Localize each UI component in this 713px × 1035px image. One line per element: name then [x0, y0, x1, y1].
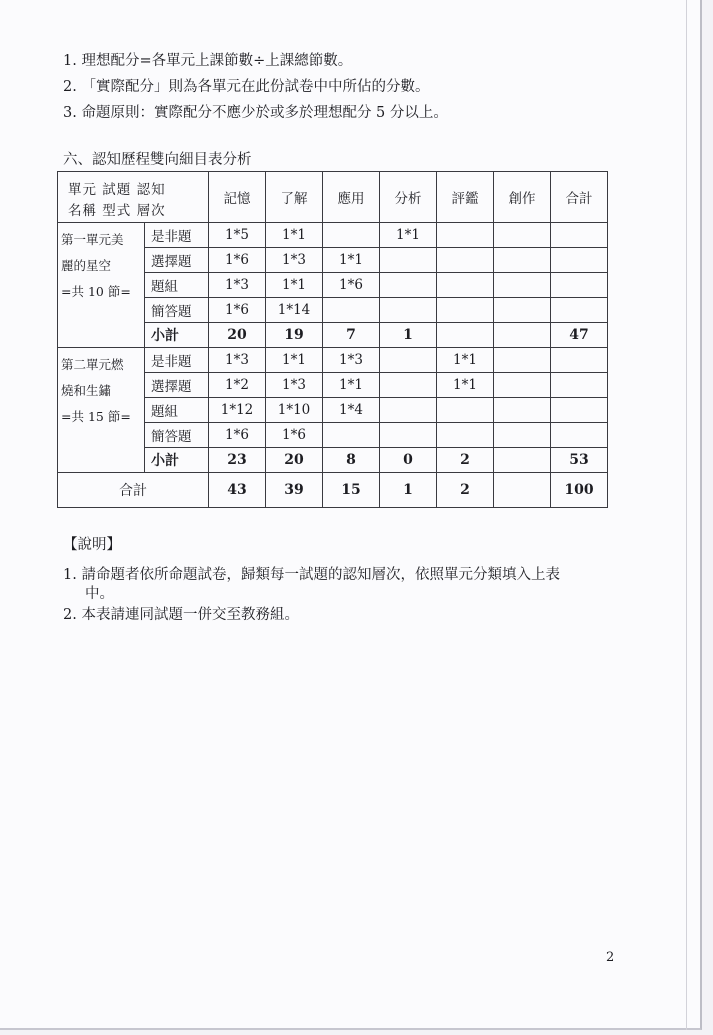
table-cell: 1*1	[266, 348, 323, 373]
total-cell	[494, 473, 551, 508]
question-type-cell: 題組	[145, 398, 209, 423]
total-row	[58, 473, 608, 508]
question-type-cell: 是非題	[145, 223, 209, 248]
table-corner-header	[58, 172, 209, 223]
table-cell	[323, 223, 380, 248]
note-2: 2. 「實際配分」則為各單元在此份試卷中中所佔的分數。	[63, 79, 430, 95]
total-label: 合計	[58, 473, 209, 508]
table-cell: 1*6	[323, 273, 380, 298]
table-cell: 1*14	[266, 298, 323, 323]
note-3: 3. 命題原則：實際配分不應少於或多於理想配分 5 分以上。	[63, 105, 448, 121]
table-cell: 1*1	[323, 373, 380, 398]
table-cell: 1*2	[209, 373, 266, 398]
subtotal-cell: 7	[323, 323, 380, 348]
unit-name-line: =共 10 節=	[61, 284, 131, 299]
unit-name-cell	[58, 348, 145, 473]
table-cell	[380, 423, 437, 448]
explanation-item-1-continued: 中。	[85, 586, 114, 602]
question-type-cell: 選擇題	[145, 373, 209, 398]
page-edge-line	[686, 0, 687, 1030]
table-cell: 1*1	[323, 248, 380, 273]
table-cell	[380, 373, 437, 398]
unit-name-line: 燒和生鏽	[61, 383, 112, 398]
table-cell: 1*10	[266, 398, 323, 423]
table-cell	[494, 223, 551, 248]
subtotal-cell: 23	[209, 448, 266, 473]
subtotal-cell: 2	[437, 448, 494, 473]
total-cell: 15	[323, 473, 380, 508]
table-cell	[437, 248, 494, 273]
subtotal-cell: 20	[209, 323, 266, 348]
table-cell	[323, 298, 380, 323]
total-cell: 1	[380, 473, 437, 508]
table-cell	[494, 248, 551, 273]
section-title: 六、認知歷程雙向細目表分析	[63, 152, 252, 168]
total-cell: 43	[209, 473, 266, 508]
table-cell	[551, 423, 608, 448]
table-cell	[494, 423, 551, 448]
table-cell: 1*1	[437, 373, 494, 398]
subtotal-cell	[437, 323, 494, 348]
unit-name-line: =共 15 節=	[61, 409, 131, 424]
table-cell	[494, 398, 551, 423]
table-row	[58, 223, 608, 248]
table-cell: 1*3	[209, 273, 266, 298]
table-cell: 1*6	[209, 298, 266, 323]
subtotal-label: 小計	[145, 448, 209, 473]
explanation-heading: 【說明】	[63, 537, 121, 553]
table-cell	[380, 398, 437, 423]
table-cell	[551, 273, 608, 298]
question-type-cell: 選擇題	[145, 248, 209, 273]
table-cell	[494, 373, 551, 398]
table-cell: 1*3	[323, 348, 380, 373]
table-cell	[551, 373, 608, 398]
table-cell: 1*3	[209, 348, 266, 373]
subtotal-cell: 19	[266, 323, 323, 348]
table-cell	[437, 223, 494, 248]
table-header-row	[58, 172, 608, 223]
subtotal-cell: 8	[323, 448, 380, 473]
table-cell: 1*1	[437, 348, 494, 373]
question-type-cell: 簡答題	[145, 298, 209, 323]
explanation-item-2: 2. 本表請連同試題一併交至教務組。	[63, 607, 299, 623]
corner-header-line-1: 單元 試題 認知	[68, 182, 166, 198]
subtotal-cell: 0	[380, 448, 437, 473]
subtotal-cell: 47	[551, 323, 608, 348]
note-1: 1. 理想配分=各單元上課節數÷上課總節數。	[63, 53, 353, 69]
table-cell: 1*4	[323, 398, 380, 423]
table-cell: 1*6	[209, 423, 266, 448]
table-cell	[494, 348, 551, 373]
table-cell	[551, 298, 608, 323]
question-type-cell: 簡答題	[145, 423, 209, 448]
subtotal-cell: 20	[266, 448, 323, 473]
table-cell: 1*12	[209, 398, 266, 423]
level-header: 了解	[266, 172, 323, 223]
explanation-list	[63, 566, 560, 625]
table-cell	[380, 248, 437, 273]
table-cell	[437, 423, 494, 448]
table-cell: 1*6	[209, 248, 266, 273]
level-header: 分析	[380, 172, 437, 223]
table-cell	[437, 298, 494, 323]
subtotal-cell	[494, 448, 551, 473]
unit-name-cell	[58, 223, 145, 348]
unit-name-line: 第二單元燃	[61, 357, 124, 372]
table-cell	[437, 398, 494, 423]
question-type-cell: 是非題	[145, 348, 209, 373]
scoring-notes	[63, 48, 448, 126]
level-header: 評鑑	[437, 172, 494, 223]
subtotal-cell	[494, 323, 551, 348]
table-cell: 1*3	[266, 248, 323, 273]
unit-name-line: 麗的星空	[61, 258, 112, 273]
level-header: 創作	[494, 172, 551, 223]
table-cell	[437, 273, 494, 298]
table-cell	[551, 248, 608, 273]
table-cell	[494, 273, 551, 298]
table-cell: 1*5	[209, 223, 266, 248]
table-cell	[551, 223, 608, 248]
table-cell	[494, 298, 551, 323]
table-row	[58, 348, 608, 373]
question-type-cell: 題組	[145, 273, 209, 298]
table-cell: 1*1	[380, 223, 437, 248]
table-cell: 1*1	[266, 273, 323, 298]
level-header: 記憶	[209, 172, 266, 223]
explanation-item-1: 1. 請命題者依所命題試卷，歸類每一試題的認知層次，依照單元分類填入上表	[63, 567, 560, 583]
level-header: 合計	[551, 172, 608, 223]
total-cell: 39	[266, 473, 323, 508]
level-header: 應用	[323, 172, 380, 223]
table-cell	[380, 348, 437, 373]
total-cell: 100	[551, 473, 608, 508]
cognitive-analysis-table	[57, 171, 608, 508]
table-cell	[380, 298, 437, 323]
table-cell: 1*3	[266, 373, 323, 398]
table-cell	[551, 348, 608, 373]
table-cell	[323, 423, 380, 448]
subtotal-label: 小計	[145, 323, 209, 348]
table-cell: 1*6	[266, 423, 323, 448]
subtotal-cell: 1	[380, 323, 437, 348]
table-cell	[380, 273, 437, 298]
subtotal-cell: 53	[551, 448, 608, 473]
table-cell	[551, 398, 608, 423]
table-cell: 1*1	[266, 223, 323, 248]
corner-header-line-2: 名稱 型式 層次	[68, 203, 166, 219]
total-cell: 2	[437, 473, 494, 508]
unit-name-line: 第一單元美	[61, 232, 124, 247]
page-number: 2	[606, 950, 615, 965]
